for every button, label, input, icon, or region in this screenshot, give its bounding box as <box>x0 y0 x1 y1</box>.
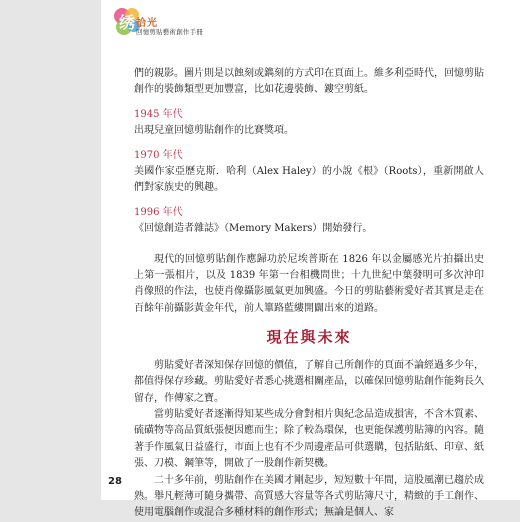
book-subtitle: 回憶剪貼藝術創作手冊 <box>136 28 203 36</box>
timeline-text-1996: 《回憶創造者雜誌》（Memory Makers）開始發行。 <box>134 223 373 235</box>
paragraph-3: 二十多年前，剪貼創作在美國才剛起步，短短數十年間，這股風潮已趨於成熟。舉凡輕薄可隨身攜帶、高質感大容量等各式剪貼簿尺寸，精緻的手工創作、使用電腦創作或混合多種材料的創作形式；無論是個人、家 <box>134 474 484 519</box>
intro-paragraph: 們的親影。圖片則是以蝕刻或鐫刻的方式印在頁面上。維多利亞時代，回憶剪貼創作的裝飾類型更加豐富，比如花邊裝飾、鏤空剪紙。 <box>134 68 484 96</box>
timeline-text-1945: 出現兒童回憶剪貼創作的比賽獎項。 <box>134 125 294 137</box>
book-logo <box>112 6 232 40</box>
timeline-text-1970: 美國作家亞歷克斯．哈利（Alex Haley）的小說《根》（Roots），重新開啟人們對家族史的興趣。 <box>134 166 484 194</box>
paragraph-1: 剪貼愛好者深知保存回憶的價值，了解自己所創作的頁面不論經過多少年，都值得保存珍藏。剪貼愛好者悉心挑選相關產品，以確保回憶剪貼創作能夠長久留存，作傳家之寶。 <box>134 359 484 404</box>
timeline-year-1970: 1970 年代 <box>134 149 183 161</box>
modern-paragraph: 現代的回憶剪貼創作應歸功於尼埃普斯在 1826 年以金屬感光片拍攝出史上第一張相片，以及 1839 年第一台相機問世；十九世紀中葉發明可多次沖印肖像照的作法，也使肖像攝影風氣更加興盛。今日的剪貼藝術愛好者其實是走在百餘年前攝影黃金年代，前人篳路藍縷開闢出來的道路。 <box>134 253 484 314</box>
paragraph-2: 當剪貼愛好者逐漸得知某些成分會對相片與紀念品造成損害，不含木質素、硫磺物等高品質紙張便因應而生；除了較為環保，也更能保護剪貼簿的內容。隨著手作風氣日益盛行，市面上也有不少周邊產品可供選購，包括貼紙、印章、紙張、刀模、鋼筆等，開啟了一股創作新契機。 <box>134 408 484 470</box>
spacer <box>134 238 484 252</box>
logo-glyph: 绣 <box>119 13 136 32</box>
book-title: 拾光 <box>136 18 158 29</box>
main-text <box>134 66 484 522</box>
timeline-year-1996: 1996 年代 <box>134 206 183 218</box>
timeline-year-1945: 1945 年代 <box>134 108 183 120</box>
section-heading: 現在與未來 <box>266 328 352 347</box>
page-number: 28 <box>108 476 122 487</box>
